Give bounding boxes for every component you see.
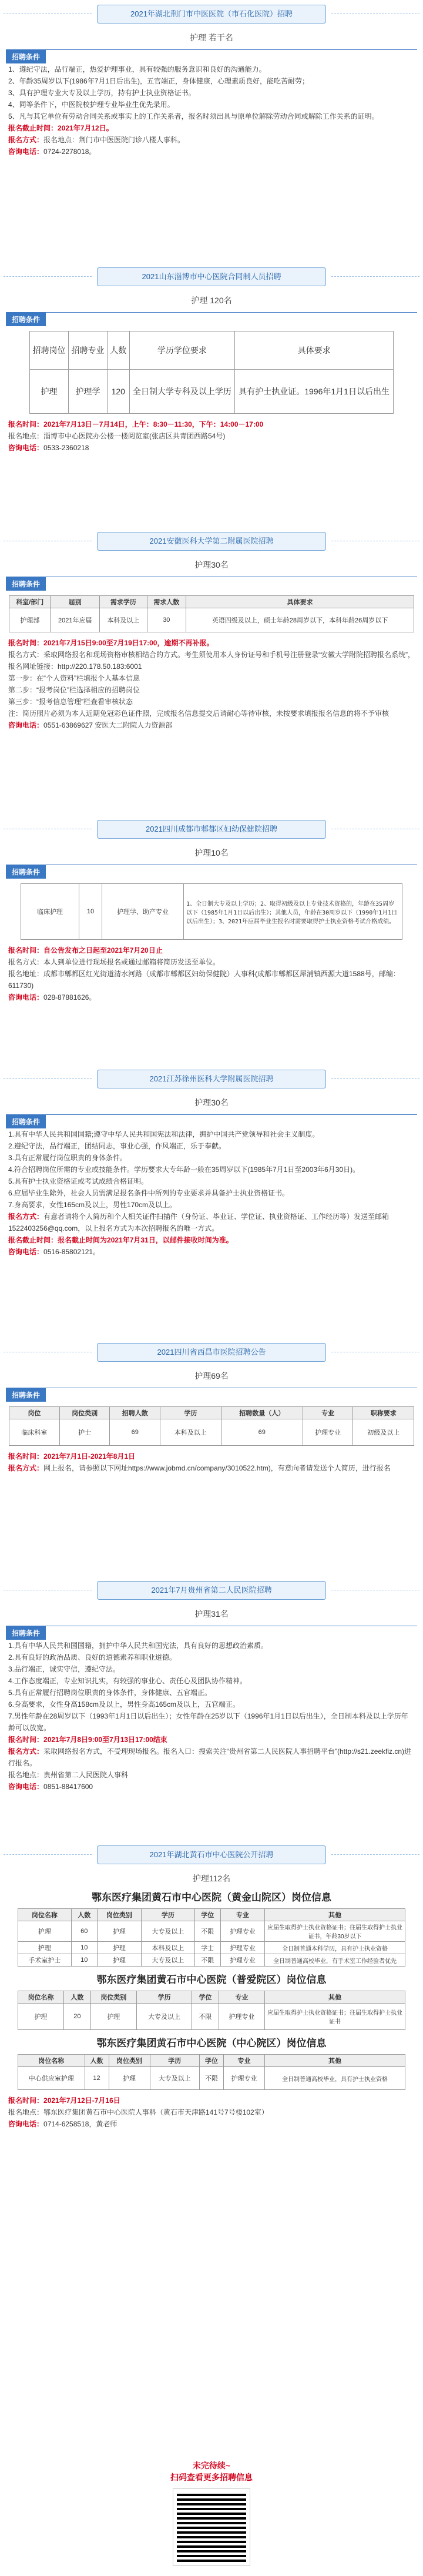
table-header: 人数 [85,2055,109,2067]
section-header [6,1388,417,1402]
table-cell: 护理 [97,1954,141,1967]
time: 2021年7月15日9:00至7月19日17:00，逾期不再补报。 [43,639,214,647]
method-line: 第一步：在“个人资料”栏填报个人基本信息 [8,674,140,682]
section-header [6,49,417,63]
table-cell: 护理专业 [223,2067,264,2090]
section-huangshi [0,1845,423,2130]
position-table [18,1908,405,1967]
table-cell: 护理 [30,370,69,414]
table-header: 学历 [136,1991,192,2004]
requirement-line: 7.男性年龄在28周岁以下（1993年1月1日以后出生）；女性年龄在25岁以下（1996年1月1日以后出生），全日制本科及以上学历年龄可以放宽。 [8,1712,408,1732]
place: 报名地点：淄博市中心医院办公楼一楼阅览室(张店区共青团西路54号) [8,432,226,440]
section-header [6,1114,417,1128]
table-header: 科室/部门 [9,596,51,608]
label: 咨询电话： [8,444,44,452]
phone: 0533-2360218 [43,444,89,452]
position-count: 护理 若干名 [190,33,233,42]
section-xuzhou [0,1070,423,1258]
position-count: 护理69名 [194,1371,229,1381]
label: 报名时间： [8,1736,44,1744]
table-cell: 全日制普通高校毕业，有手术室工作经验者优先 [265,1954,405,1967]
requirement-line: 4.工作态度端正，专业知识扎实，有较强的事业心、责任心及团队协作精神。 [8,1677,247,1685]
requirement-line: 3、具有护理专业大专及以上学历，持有护士执业资格证书。 [8,89,196,97]
table-cell: 护士 [59,1419,110,1446]
position-table [21,883,402,940]
table-header: 人数 [107,331,129,370]
table-header: 人数 [71,1909,97,1921]
requirement-line: 2.遵纪守法，品行端正，团结同志，事业心强，作风端正，乐于奉献。 [8,1142,226,1150]
table-header: 需求人数 [147,596,186,608]
label: 咨询电话： [8,721,44,729]
section-header [6,577,417,591]
table-cell: 护理专业 [220,1942,264,1954]
table-cell: 30 [147,608,186,632]
table-cell: 英语四级及以上，硕士年龄28周岁以下，本科年龄26周岁以下 [186,608,414,632]
table-cell: 10 [71,1942,97,1954]
section-anhui [0,532,423,731]
phone: 0724-2278018。 [43,148,96,156]
table-cell: 不限 [194,1921,220,1942]
table-header: 岗位 [9,1407,60,1419]
table-cell: 手术室护士 [18,1954,72,1967]
table-cell: 应届生取得护士执业资格证书；往届生取得护士执业证书，年龄30岁以下 [265,1921,405,1942]
requirement-line: 5、凡与其它单位有劳动合同关系或事实上的工作关系者，报名时须出具与原单位解除劳动合同或解除工作关系的证明。 [8,112,379,120]
label: 咨询电话： [8,993,44,1001]
table-cell: 护理专业 [219,2004,264,2030]
table-header: 岗位类别 [109,2055,150,2067]
phone: 0851-88417600 [43,1783,93,1791]
label: 报名方式： [8,1212,44,1221]
table-cell: 中心供应室护理 [18,2067,85,2090]
header-label: 招聘条件 [6,1115,46,1128]
table-header: 学位 [192,1991,219,2004]
section-header [6,1626,417,1640]
label: 报名方式： [8,1747,44,1756]
table-header: 岗位类别 [59,1407,110,1419]
continue-text: 未完待续~ [192,2461,231,2470]
qr-code-icon[interactable] [173,2489,250,2565]
table-cell: 大专及以上 [150,2067,200,2090]
requirement-line: 7.身高要求，女性165cm及以上，男性170cm及以上。 [8,1201,177,1209]
section-header [6,865,417,879]
table-cell: 20 [64,2004,91,2030]
table-header: 招聘专业 [68,331,107,370]
label: 报名时间： [8,639,44,647]
requirement-line: 4、同等条件下，中医院校护理专业毕业生优先录用。 [8,101,174,109]
header-label: 招聘条件 [6,1626,46,1640]
scan-hint: 扫码查看更多招聘信息 [170,2473,253,2482]
table-cell: 临床护理 [21,884,79,940]
method: 采取网络报名方式，不受理现场报名。报名入口：搜索关注“贵州省第二人民医院人事招聘平台”(http://s21.zeekfiz.cn)进行报名。 [8,1747,412,1767]
time: 2021年7月12日-7月16日 [43,2096,120,2105]
table-header: 招聘岗位 [30,331,69,370]
label: 咨询电话： [8,148,44,156]
header-label: 招聘条件 [6,50,46,63]
table-header: 专业 [219,1991,264,2004]
table-cell: 护理 [18,1921,72,1942]
table-header: 届别 [51,596,100,608]
table-cell: 护理学、助产专业 [102,884,184,940]
position-count: 护理30名 [194,1098,229,1107]
table-cell: 10 [79,884,102,940]
label: 报名时间： [8,420,44,428]
table-cell: 临床科室 [9,1419,60,1446]
position-table [9,595,414,632]
table-cell: 全日制普通本科学历，具有护士执业资格 [265,1942,405,1954]
section-title-banner: 2021年7月贵州省第二人民医院招聘 [97,1581,326,1600]
table-title: 鄂东医疗集团黄石市中心医院（中心院区）岗位信息 [96,2038,327,2049]
table-cell: 不限 [200,2067,224,2090]
label: 报名时间： [8,2096,44,2105]
table-header: 岗位名称 [18,2055,85,2067]
table-cell: 护理专业 [220,1954,264,1967]
table-cell: 护理 [97,1921,141,1942]
table-cell: 全日制普通高校毕业，具有护士执业资格 [265,2067,405,2090]
deadline: 报名截止时间：2021年7月12日。 [8,124,113,132]
table-cell: 60 [71,1921,97,1942]
method: 有意者请将个人简历和个人相关证件扫描件（身份证、毕业证、学位证、执业资格证、工作经历等）发送至邮箱1522403256@qq.com，以上报名方式为本次招聘报名的唯一方式。 [8,1212,390,1232]
table-header: 其他 [265,2055,405,2067]
phone: 0714-6258518，黄老师 [43,2120,118,2128]
table-cell: 2021年应届 [51,608,100,632]
footer [0,2460,423,2565]
table-header: 招聘数量（人） [221,1407,303,1419]
label: 报名截止时间： [8,1236,58,1244]
table-cell: 护理 [18,2004,64,2030]
requirement-line: 3.品行端正，诚实守信，遵纪守法。 [8,1665,120,1673]
table-cell: 全日制大学专科及以上学历 [129,370,235,414]
requirement-line: 4.符合招聘岗位所需的专业或技能条件。学历要求大专年龄一般在35周岁以下(1985年7月1日至2003年6月30日)。 [8,1165,360,1174]
time: 2021年7月8日9:00至7月13日17:00结束 [43,1736,167,1744]
table-header: 需求学历 [100,596,147,608]
label: 报名方式： [8,136,44,144]
position-count: 护理30名 [194,560,229,570]
method: 网上报名，请参照以下网址https://www.jobmd.cn/company/3010522.htm)，有意向者请发送个人简历，进行报名 [43,1464,391,1472]
position-table [18,1991,405,2030]
table-header: 学历学位要求 [129,331,235,370]
table-header: 岗位类别 [90,1991,136,2004]
table-cell: 69 [221,1419,303,1446]
method-line: 报名地址：成都市郫都区红光街道清水河路（成都市郫都区妇幼保健院）人事科(成都市郫都区犀浦镇西源大道1588号，邮编：611730) [8,970,400,990]
section-title-banner: 2021年湖北黄石市中心医院公开招聘 [97,1845,326,1864]
header-label: 招聘条件 [6,865,46,879]
table-header: 专业 [220,1909,264,1921]
deadline: 报名截止时间为2021年7月31日，以邮件接收时间为准。 [58,1236,233,1244]
section-title-banner: 2021四川成都市郫都区妇幼保健院招聘 [97,820,326,839]
label: 报名时间： [8,1452,44,1460]
table-cell: 大专及以上 [141,1921,194,1942]
table-cell: 不限 [194,1954,220,1967]
table-cell: 应届生取得护士执业资格证书；往届生取得护士执业证书 [265,2004,405,2030]
requirement-line: 6.应届毕业生除外，社会人员需满足报名条件中所列的专业要求并具备护士执业资格证书。 [8,1189,290,1197]
label: 报名方式： [8,1464,44,1472]
table-cell: 初级及以上 [353,1419,414,1446]
header-label: 招聘条件 [6,577,46,591]
table-header: 学位 [200,2055,224,2067]
section-chengdu [0,820,423,1003]
table-header: 学历 [150,2055,200,2067]
table-cell: 12 [85,2067,109,2090]
method: 报名地点：荆门市中医医院门诊八楼人事科。 [43,136,185,144]
place: 报名地点：鄂东医疗集团黄石市中心医院人事科（黄石市天津路141号7号楼102室） [8,2108,268,2116]
position-table [18,2054,405,2090]
section-xichang [0,1343,423,1474]
table-header: 专业 [223,2055,264,2067]
label: 咨询电话： [8,1783,44,1791]
requirement-line: 1、遵纪守法，品行端正，热爱护理事业，具有较强的服务意识和良好的沟通能力。 [8,65,266,73]
table-header: 学历 [141,1909,194,1921]
table-header: 招聘人数 [110,1407,160,1419]
table-header: 岗位名称 [18,1909,72,1921]
requirement-line: 2、年龄35周岁以下(1986年7月1日后出生)，五官端正，身体健康，心理素质良好，能吃苦耐劳； [8,77,310,85]
table-cell: 69 [110,1419,160,1446]
table-cell: 大专及以上 [136,2004,192,2030]
table-header: 其他 [265,1909,405,1921]
section-title-banner: 2021江苏徐州医科大学附属医院招聘 [97,1070,326,1088]
requirement-line: 1.具有中华人民共和国国籍，拥护中华人民共和国宪法，具有良好的思想政治素质。 [8,1642,268,1650]
table-cell: 护理 [18,1942,72,1954]
requirement-line: 5.具有正常履行招聘岗位职责的身体条件，身体健康、五官端正。 [8,1689,212,1697]
position-count: 护理 120名 [191,296,232,305]
label: 报名时间： [8,946,44,954]
header-label: 招聘条件 [6,313,46,326]
table-cell: 本科及以上 [100,608,147,632]
table-header: 其他 [265,1991,405,2004]
table-cell: 护理部 [9,608,51,632]
section-zibo [0,267,423,454]
header-label: 招聘条件 [6,1388,46,1402]
requirement-line: 5.具有护士执业资格证或考试成绩合格证明。 [8,1177,149,1185]
method-line: 第二步：“报考岗位”栏选择相应的招聘岗位 [8,686,140,694]
table-cell: 护理专业 [220,1921,264,1942]
table-cell: 1、全日制大专及以上学历；2、取得初级及以上专业技术资格的，年龄在35周岁以下（1985年1月1日以后出生）；其他人员，年龄在30周岁以下（1990年1月1日以后出生）；3、2021年应届毕业生报名时需要取得护士执业资格考试合格成绩。 [184,884,402,940]
table-header: 具体要求 [235,331,394,370]
table-cell: 本科及以上 [160,1419,221,1446]
requirement-line: 1.具有中华人民共和国国籍;遵守中华人民共和国宪法和法律，拥护中国共产党领导和社会主义制度。 [8,1130,320,1138]
method-line: 报名方式：采取网络报名和现场资格审核相结合的方式。考生须使用本人身份证号和手机号注册登录“安徽大学附院招聘报名系统”，报名网址链接：http://220.178.50.183:6001 [8,651,415,671]
table-header: 学位 [194,1909,220,1921]
requirement-line: 2.具有良好的政治品质、良好的道德素养和职业道德。 [8,1653,177,1661]
section-title-banner: 2021年湖北荆门市中医医院（市石化医院）招聘 [97,5,326,24]
section-title-banner: 2021安徽医科大学第二附属医院招聘 [97,532,326,551]
position-count: 护理10名 [194,848,229,857]
table-cell: 护理专业 [303,1419,353,1446]
table-cell: 大专及以上 [141,1954,194,1967]
position-count: 护理31名 [194,1609,229,1619]
time: 2021年7月1日-2021年8月1日 [43,1452,136,1460]
section-guizhou [0,1581,423,1793]
table-cell: 不限 [192,2004,219,2030]
method-line: 报名方式：本人到单位进行现场报名或通过邮箱将简历发送至单位。 [8,958,220,966]
requirement-line: 6.身高要求，女性身高158cm及以上，男性身高165cm及以上，五官端正。 [8,1700,240,1709]
table-cell: 护理 [109,2067,150,2090]
table-cell: 护理 [97,1942,141,1954]
table-cell: 护理 [90,2004,136,2030]
section-header [6,312,417,326]
table-cell: 护理学 [68,370,107,414]
section-jingmen [0,5,423,158]
phone: 028-87881626。 [43,993,96,1001]
table-header: 专业 [303,1407,353,1419]
position-count: 护理112名 [192,1874,231,1883]
table-cell: 本科及以上 [141,1942,194,1954]
table-header: 职称要求 [353,1407,414,1419]
time: 2021年7月13日－7月14日，上午：8:30－11:30，下午：14:00－17:00 [43,420,264,428]
table-header: 岗位类别 [97,1909,141,1921]
table-title: 鄂东医疗集团黄石市中心医院（黄金山院区）岗位信息 [92,1892,331,1903]
label: 咨询电话： [8,2120,44,2128]
table-cell: 10 [71,1954,97,1967]
requirement-line: 3.具有正常履行岗位职责的身体条件。 [8,1154,127,1162]
table-header: 学历 [160,1407,221,1419]
table-header: 人数 [64,1991,91,2004]
table-header: 具体要求 [186,596,414,608]
phone: 0516-85802121。 [43,1248,100,1256]
position-table [29,331,394,414]
table-header: 岗位名称 [18,1991,64,2004]
table-cell: 120 [107,370,129,414]
section-title-banner: 2021四川省西昌市医院招聘公告 [97,1343,326,1362]
position-table [9,1406,414,1446]
table-cell: 具有护士执业证。1996年1月1日以后出生 [235,370,394,414]
place: 报名地点：贵州省第二人民医院人事科 [8,1771,129,1779]
table-cell: 学士 [194,1942,220,1954]
table-title: 鄂东医疗集团黄石市中心医院（普爱院区）岗位信息 [96,1974,327,1985]
method-line: 第三步：“报考信息管理”栏查看审核状态 [8,698,133,706]
section-title-banner: 2021山东淄博市中心医院合同制人员招聘 [97,267,326,286]
time: 自公告发布之日起至2021年7月20日止 [43,946,163,954]
method-line: 注：简历照片必须为本人近期免冠彩色证件照，完成报名信息提交后请耐心等待审核，未按要求填报报名信息的将不予审核 [8,709,390,718]
phone: 0551-63869627 安医大二附院人力资源部 [43,721,173,729]
label: 咨询电话： [8,1248,44,1256]
